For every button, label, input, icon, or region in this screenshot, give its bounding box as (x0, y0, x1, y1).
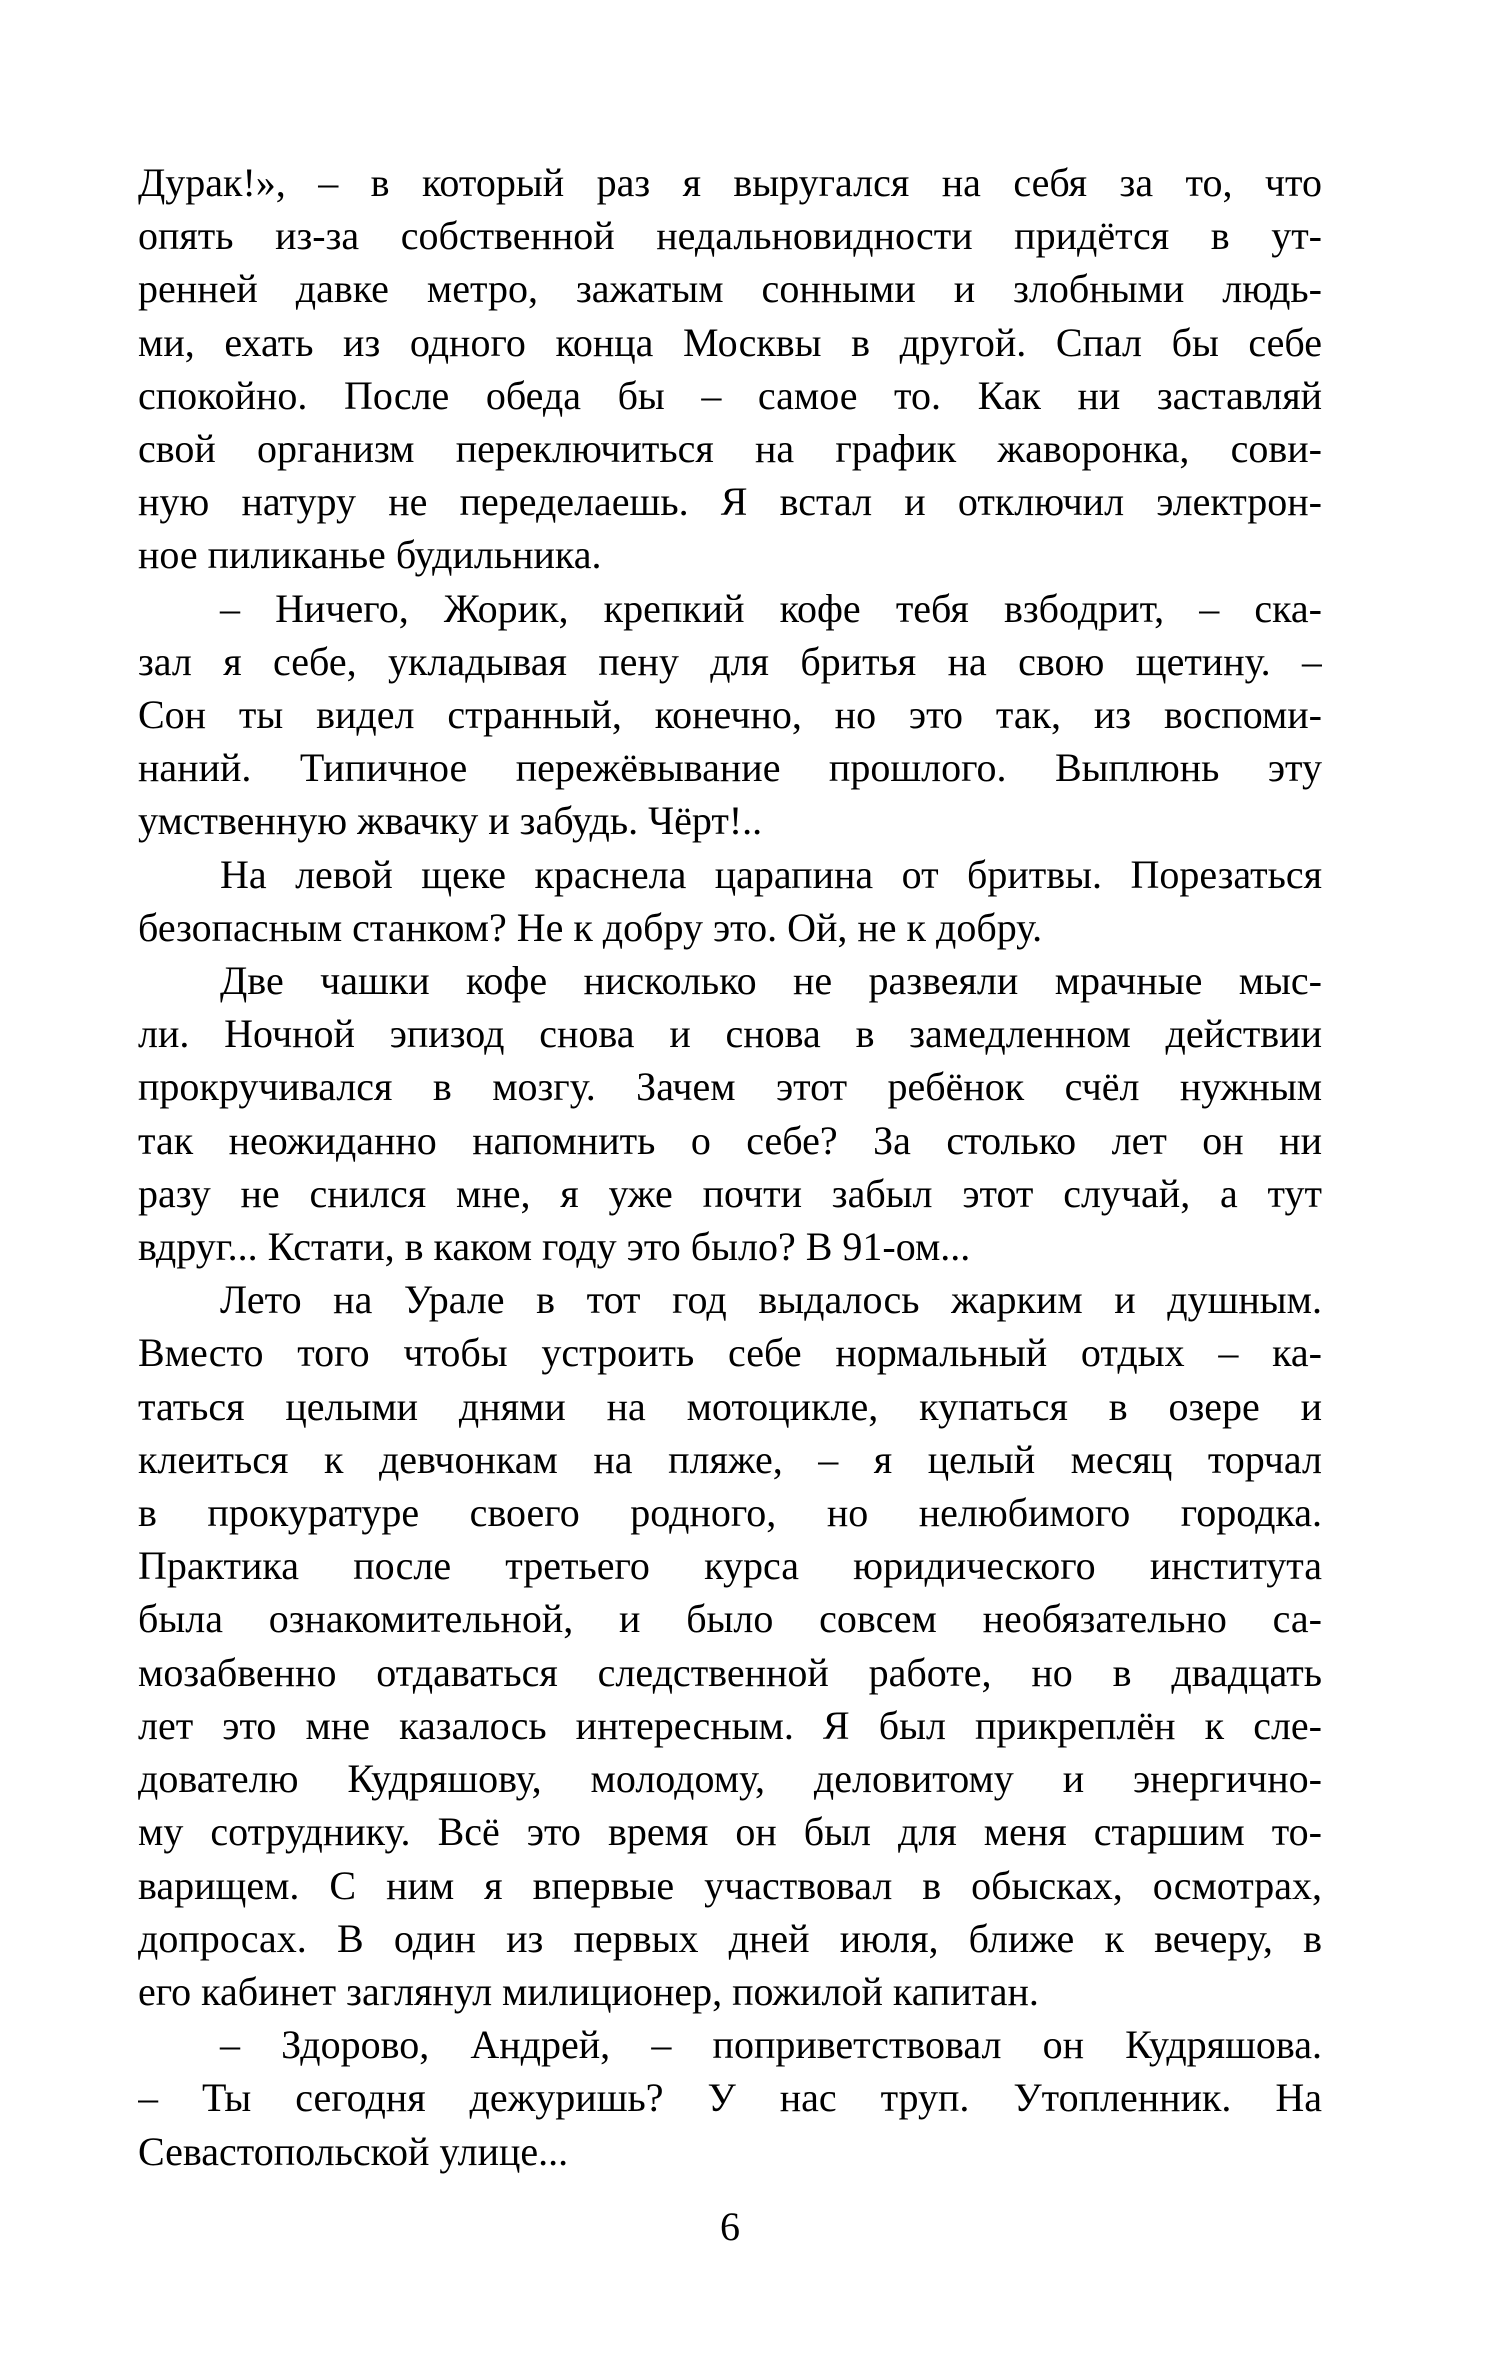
text-line: Сон ты видел странный, конечно, но это так, из воспоми- (138, 692, 1322, 738)
text-line: опять из-за собственной недальновидности придётся в ут- (138, 213, 1322, 259)
text-line: Севастопольской улице... (138, 2128, 569, 2174)
text-line: его кабинет заглянул милиционер, пожилой капитан. (138, 1968, 1039, 2014)
text-line: умственную жвачку и забудь. Чёрт!.. (138, 798, 763, 844)
page-number: 6 (720, 2204, 740, 2249)
text-line: была ознакомительной, и было совсем необязательно са- (138, 1596, 1322, 1642)
text-line: варищем. С ним я впервые участвовал в обысках, осмотрах, (138, 1862, 1322, 1908)
text-line: разу не снился мне, я уже почти забыл этот случай, а тут (138, 1170, 1322, 1216)
text-line: ную натуру не переделаешь. Я встал и отключил электрон- (138, 479, 1322, 525)
text-line: свой организм переключиться на график жаворонка, сови- (138, 426, 1322, 472)
text-line: ли. Ночной эпизод снова и снова в замедленном действии (138, 1011, 1322, 1057)
text-line: дователю Кудряшову, молодому, деловитому и энергично- (138, 1756, 1322, 1802)
text-line: ренней давке метро, зажатым сонными и злобными людь- (138, 266, 1322, 312)
text-line: На левой щеке краснела царапина от бритвы. Порезаться (220, 851, 1322, 897)
text-line: наний. Типичное пережёвывание прошлого. Выплюнь эту (138, 745, 1322, 791)
text-line: ми, ехать из одного конца Москвы в другой. Спал бы себе (138, 319, 1322, 365)
text-line: безопасным станком? Не к добру это. Ой, не к добру. (138, 904, 1043, 950)
paragraph (138, 954, 1322, 1273)
paragraph (138, 2018, 1322, 2178)
text-line: Дурак!», – в который раз я выругался на себя за то, что (138, 160, 1322, 205)
text-line: Практика после третьего курса юридического института (138, 1543, 1322, 1589)
paragraph (138, 582, 1322, 848)
text-line: таться целыми днями на мотоцикле, купаться в озере и (138, 1383, 1322, 1429)
text-line: спокойно. После обеда бы – самое то. Как ни заставляй (138, 372, 1322, 418)
text-line: – Ты сегодня дежуришь? У нас труп. Утопленник. На (138, 2075, 1322, 2121)
text-line: вдруг... Кстати, в каком году это было? В 91-ом... (138, 1224, 971, 1270)
text-line: клеиться к девчонкам на пляже, – я целый месяц торчал (138, 1436, 1322, 1482)
text-line: – Ничего, Жорик, крепкий кофе тебя взбодрит, – ска- (220, 585, 1322, 631)
text-line: Две чашки кофе нисколько не развеяли мрачные мыс- (220, 958, 1322, 1004)
text-block (138, 156, 1322, 2178)
paragraph (138, 1273, 1322, 2018)
text-line: ное пиликанье будильника. (138, 532, 602, 578)
text-line: Вместо того чтобы устроить себе нормальный отдых – ка- (138, 1330, 1322, 1376)
text-line: в прокуратуре своего родного, но нелюбимого городка. (138, 1490, 1322, 1536)
text-line: так неожиданно напомнить о себе? За столько лет он ни (138, 1117, 1322, 1163)
paragraph (138, 156, 1322, 582)
text-line: му сотруднику. Всё это время он был для меня старшим то- (138, 1809, 1322, 1855)
paragraph (138, 848, 1322, 954)
text-line: лет это мне казалось интересным. Я был прикреплён к сле- (138, 1702, 1322, 1748)
text-line: зал я себе, укладывая пену для бритья на свою щетину. – (138, 638, 1322, 684)
text-line: мозабвенно отдаваться следственной работе, но в двадцать (138, 1649, 1322, 1695)
text-line: допросах. В один из первых дней июля, ближе к вечеру, в (138, 1915, 1322, 1961)
text-line: – Здорово, Андрей, – поприветствовал он Кудряшова. (220, 2022, 1322, 2068)
text-line: Лето на Урале в тот год выдалось жарким и душным. (220, 1277, 1322, 1323)
text-line: прокручивался в мозгу. Зачем этот ребёнок счёл нужным (138, 1064, 1322, 1110)
